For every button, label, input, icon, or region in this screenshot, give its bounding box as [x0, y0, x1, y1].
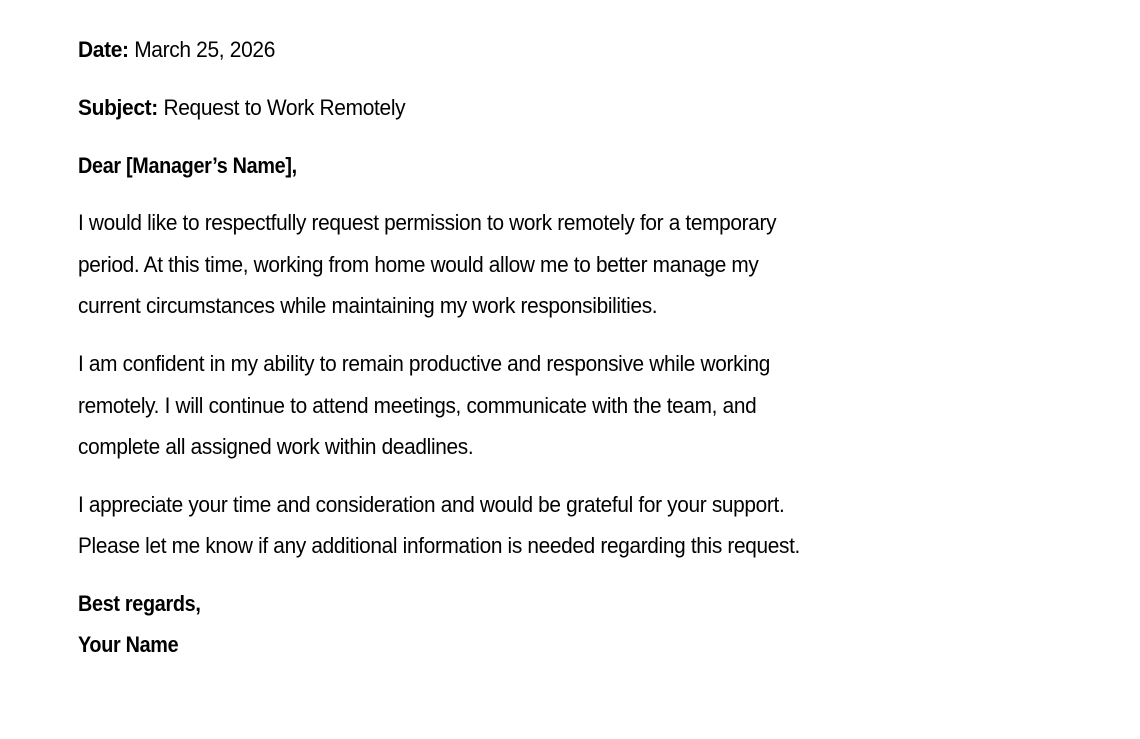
paragraph-line: I appreciate your time and consideration and would be grateful for your support. — [78, 492, 785, 517]
subject-line — [78, 94, 405, 122]
paragraph-line: I would like to respectfully request permission to work remotely for a temporary — [78, 210, 777, 235]
paragraph-line: Please let me know if any additional information is needed regarding this request. — [78, 533, 800, 558]
signature: Your Name — [78, 632, 179, 657]
date-label: Date: — [78, 37, 129, 62]
paragraph-line: period. At this time, working from home would allow me to better manage my — [78, 252, 759, 277]
date-value: March 25, 2026 — [128, 37, 276, 62]
date-line — [78, 36, 275, 64]
paragraph-line: complete all assigned work within deadlines. — [78, 434, 474, 459]
paragraph-line: current circumstances while maintaining my work responsibilities. — [78, 293, 658, 318]
salutation: Dear [Manager’s Name], — [78, 153, 297, 178]
subject-label: Subject: — [78, 95, 158, 120]
closing: Best regards, — [78, 591, 201, 616]
subject-value: Request to Work Remotely — [157, 95, 406, 120]
paragraph-line: remotely. I will continue to attend meetings, communicate with the team, and — [78, 393, 757, 418]
paragraph-line: I am confident in my ability to remain productive and responsive while working — [78, 351, 770, 376]
